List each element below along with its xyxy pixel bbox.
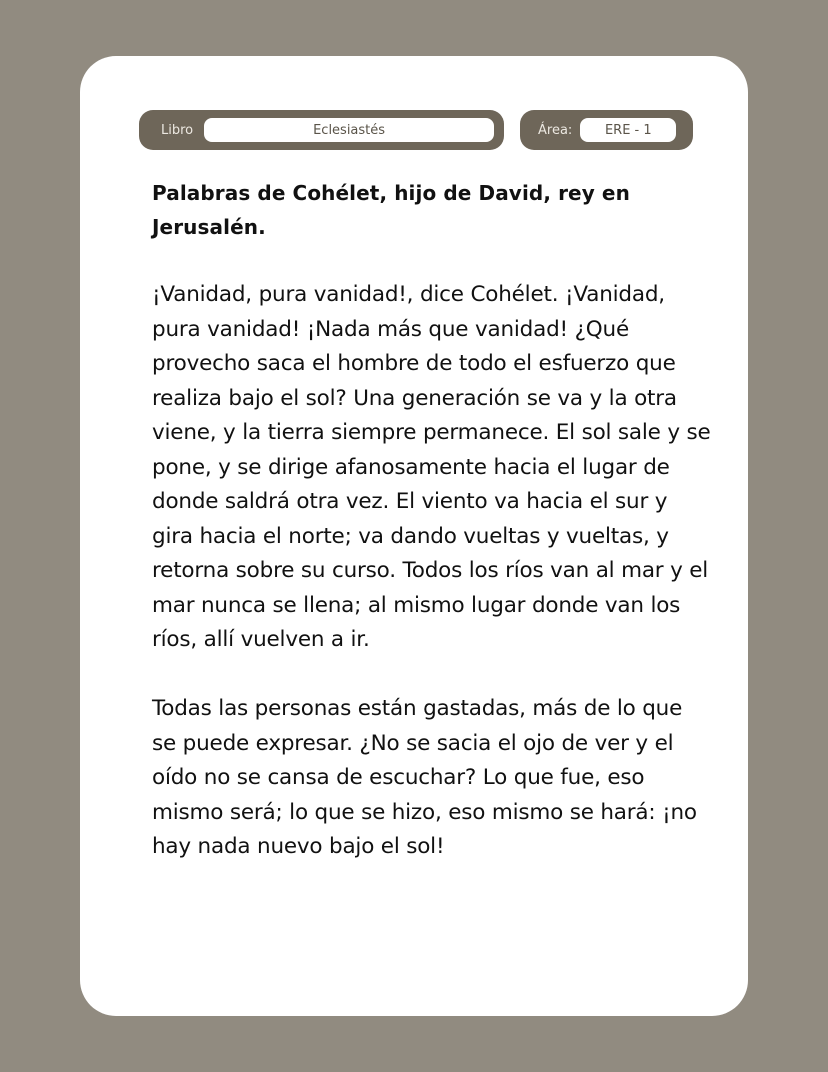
document-card (80, 56, 748, 1016)
book-label: Libro (161, 122, 194, 138)
paragraph: Todas las personas están gastadas, más de lo que se puede expresar. ¿No se sacia el ojo de ver y el oído no se cansa de escuchar? Lo que fue, eso mismo será; lo que se hizo, eso mismo se hará: ¡no hay nada nuevo bajo el sol! (152, 696, 697, 859)
area-field[interactable]: ERE - 1 (580, 118, 676, 142)
paragraph: ¡Vanidad, pura vanidad!, dice Cohélet. ¡Vanidad, pura vanidad! ¡Nada más que vanidad! ¿Qué provecho saca el hombre de todo el esfuerzo que realiza bajo el sol? Una generación se va y la otra viene, y la tierra siempre permanece. El sol sale y se pone, y se dirige afanosamente hacia el lugar de donde saldrá otra vez. El viento va hacia el sur y gira hacia el norte; va dando vueltas y vueltas, y retorna sobre su curso. Todos los ríos van al mar y el mar nunca se llena; al mismo lugar donde van los ríos, allí vuelven a ir. (152, 282, 711, 652)
book-field-group (139, 110, 504, 150)
document-body (152, 176, 712, 899)
document-heading: Palabras de Cohélet, hijo de David, rey en Jerusalén. (152, 181, 630, 239)
book-field[interactable]: Eclesiastés (204, 118, 494, 142)
area-label: Área: (538, 122, 573, 138)
area-field-group (520, 110, 693, 150)
